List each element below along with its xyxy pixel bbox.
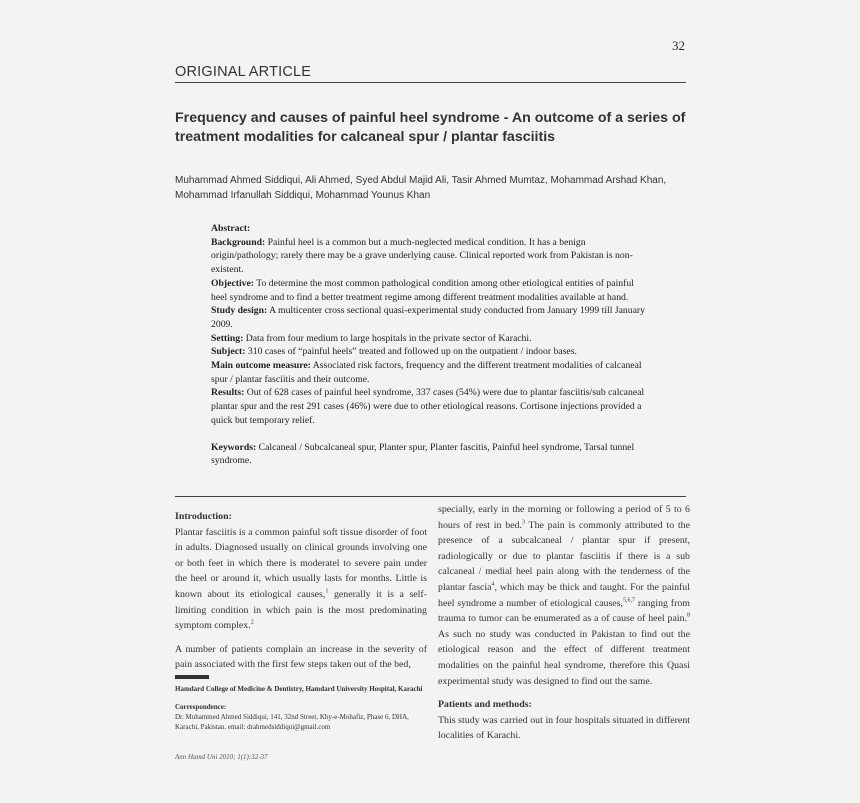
author-list xyxy=(175,173,695,203)
abstract-heading: Abstract: xyxy=(211,223,251,234)
abstract-keywords: Keywords: Calcaneal / Subcalcaneal spur, Planter spur, Planter fascitis, Painful heel syndrome, Tarsal tunnel syndrome. xyxy=(211,441,635,467)
authors-line-1: Muhammad Ahmed Siddiqui, Ali Ahmed, Syed Abdul Majid Ali, Tasir Ahmed Mumtaz, Mohammad Arshad Khan, xyxy=(175,175,667,186)
authors-line-2: Mohammad Irfanullah Siddiqui, Mohammad Younus Khan xyxy=(175,190,431,201)
footnotes xyxy=(175,684,427,732)
right-paragraph-1: specially, early in the morning or following a period of 5 to 6 hours of rest in bed.$^3$ The pain is commonly attributed to the presence of a subcalcaneal / plantar spur if present, radiologically or due to plantar fasciitis if there is a sub calcaneal / medial heel pain along with the tenderness of the plantar fascia$^4$, which may be thick and taught. For the painful heel syndrome a number of etiological causes,$^{5,6,7}$ ranging from trauma to tumor can be enumerated as a of cause of heel pain.$^8$ As such no study was conducted in Pakistan to find out the etiological reason and the effect of different treatment modalities on the painful heal syndrome, therefore this Quasi experimental study was designed to find out the same. xyxy=(438,504,690,687)
abstract-objective: Objective: To determine the most common pathological condition among other etiological entities of painful heel syndrome and to find a better treatment regime among different treatment modalities available at hand. xyxy=(211,277,634,303)
abstract-background: Background: Painful heel is a common but a much-neglected medical condition. It has a benign origin/pathology; rarely there may be a grave underlying cause. Clinical reported work from Pakistan is non-existent. xyxy=(211,236,633,276)
introduction-heading: Introduction: xyxy=(175,511,232,522)
abstract-results: Results: Out of 628 cases of painful heel syndrome, 337 cases (54%) were due to plantar fasciitis/sub calcaneal plantar spur and the rest 291 cases (46%) were due to other etiological reasons. Cortisone injections provided a quick but temporary relief. xyxy=(211,387,645,426)
section-label: ORIGINAL ARTICLE xyxy=(175,64,312,80)
intro-paragraph-2: A number of patients complain an increase in the severity of pain associated with the first few steps taken out of the bed, xyxy=(175,643,427,671)
footnote-rule xyxy=(175,675,209,679)
article-title: Frequency and causes of painful heel syndrome - An outcome of a series of treatment modalities for calcaneal spur / plantar fasciitis xyxy=(175,110,686,145)
affiliation: Hamdard College of Medicine & Dentistry, Hamdard University Hospital, Karachi xyxy=(175,685,423,693)
left-column xyxy=(175,509,427,673)
intro-paragraph-1: Plantar fasciitis is a common painful soft tissue disorder of foot in adults. Diagnosed usually on clinical grounds involving one or both feet in which there is moderatel to severe pain under the heel or around it, which usually lasts for months. Little is known about its etiological causes,$^1$ generally it is a self-limiting condition in which pain is the most predominating symptom complex.$^2$ xyxy=(175,526,427,632)
correspondence-label: Correspondence: xyxy=(175,703,227,711)
methods-text: This study was carried out in four hospitals situated in different localities of Karachi. xyxy=(438,714,690,742)
correspondence-text: Dr. Muhammed Ahmed Siddiqui, 141, 32nd Street, Khy-e-Mohafiz, Phase 6, DHA, Karachi, Pakistan. email: drahmedsiddiqui@gmail.com xyxy=(175,713,409,731)
journal-reference: Ann Hamd Uni 2010; 1(1):32-37 xyxy=(175,753,268,761)
abstract-setting: Setting: Data from four medium to large hospitals in the private sector of Karachi. xyxy=(211,332,532,344)
right-column xyxy=(438,502,690,744)
abstract-study-design: Study design: A multicenter cross sectional quasi-experimental study conducted from January 1999 till January 2009. xyxy=(211,305,645,330)
abstract-subject: Subject: 310 cases of “painful heels” treated and followed up on the outpatient / indoor bases. xyxy=(211,346,577,358)
body-rule xyxy=(175,496,686,497)
abstract xyxy=(211,222,647,468)
top-rule xyxy=(175,82,686,83)
methods-heading: Patients and methods: xyxy=(438,699,532,711)
page-number: 32 xyxy=(672,38,685,53)
abstract-outcome: Main outcome measure: Associated risk factors, frequency and the different treatment modalities of calcaneal spur / plantar fasciitis and their outcome. xyxy=(211,360,642,385)
